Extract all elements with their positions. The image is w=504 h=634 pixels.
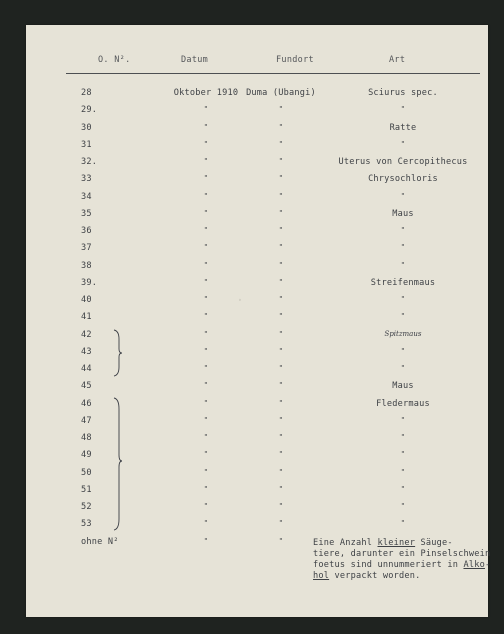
cell-art: Spitzmaus [384,329,422,338]
cell-art: " [400,312,406,321]
cell-fundort: " [278,139,284,148]
cell-nr: 44 [81,364,92,374]
cell-datum: " [203,450,209,459]
cell-art: Streifenmaus [370,277,436,288]
cell-art: " [400,260,406,269]
cell-nr: 48 [81,433,92,443]
document-page [26,25,491,617]
cell-art: " [400,502,406,510]
cell-nr: 28 [81,88,92,98]
cell-nr: 36 [81,226,92,236]
note-line1-b: Säuge- [415,538,453,548]
cell-art: " [400,226,406,234]
cell-datum: Oktober 1910 [173,88,239,98]
cell-nr: 41 [81,312,92,323]
cell-art: " [400,364,406,372]
header-rule [66,73,480,74]
header-nr: O. N². [98,55,131,65]
cell-datum: " [203,277,209,286]
note-line3-b: - [484,560,491,570]
cell-fundort: " [278,122,284,131]
cell-fundort: " [278,312,284,321]
faint-mark: ◦ [238,297,242,304]
cell-art: Maus [392,381,414,392]
cell-datum: " [203,243,209,252]
cell-fundort: " [278,484,284,493]
cell-fundort: Duma (Ubangi) [246,88,316,98]
cell-art: " [400,243,406,252]
header-art: Art [389,55,406,65]
cell-fundort: " [278,346,284,355]
cell-datum: " [203,381,209,390]
cell-datum: " [203,329,209,338]
note-line4-b: verpackt worden. [329,571,421,581]
cell-datum: " [203,536,209,545]
cell-fundort: " [278,226,284,234]
brace-46-53 [112,397,124,531]
cell-nr: 49 [81,450,92,461]
cell-art: " [400,139,406,148]
note-block [313,538,490,582]
cell-datum: " [203,174,209,183]
cell-art: " [400,295,406,303]
cell-nr: 38 [81,260,92,271]
cell-datum: " [203,295,209,303]
cell-art: " [400,519,406,528]
note-line3-a: foetus sind unnummeriert in [313,560,464,570]
cell-fundort: " [278,191,284,200]
cell-fundort: " [278,105,284,114]
cell-datum: " [203,346,209,355]
cell-art: Ratte [389,122,417,133]
cell-nr: 34 [81,191,92,202]
cell-datum: " [203,415,209,424]
cell-datum: " [203,122,209,131]
cell-nr: 53 [81,519,92,530]
cell-nr: ohne N² [81,536,119,547]
cell-datum: " [203,260,209,269]
cell-nr: 39. [81,277,98,288]
cell-art: " [400,346,406,355]
cell-datum: " [203,105,209,114]
cell-fundort: " [278,467,284,476]
cell-nr: 37 [81,243,92,254]
cell-fundort: " [278,502,284,510]
cell-fundort: " [278,364,284,372]
cell-datum: " [203,312,209,321]
cell-fundort: " [278,208,284,217]
cell-art: " [400,191,406,200]
cell-fundort: " [278,415,284,424]
cell-fundort: " [278,433,284,441]
cell-art: Maus [392,208,414,219]
cell-nr: 45 [81,381,92,392]
header-datum: Datum [181,55,209,65]
cell-art: " [400,450,406,459]
cell-nr: 47 [81,415,92,426]
cell-art: " [400,433,406,441]
cell-fundort: " [278,243,284,252]
cell-nr: 51 [81,484,92,495]
cell-datum: " [203,398,209,407]
cell-datum: " [203,484,209,493]
cell-datum: " [203,208,209,217]
note-line4-underlined: hol [313,571,330,581]
cell-fundort: " [278,381,284,390]
cell-fundort: " [278,536,284,545]
cell-datum: " [203,226,209,234]
cell-nr: 32. [81,157,98,167]
cell-datum: " [203,433,209,441]
cell-art: " [400,484,406,493]
cell-art: " [400,105,406,114]
header-fundort: Fundort [276,55,314,65]
cell-nr: 42 [81,329,92,340]
note-line3-underlined: Alko [463,560,485,570]
cell-nr: 52 [81,502,92,512]
cell-datum: " [203,467,209,476]
cell-fundort: " [278,157,284,165]
cell-fundort: " [278,329,284,338]
cell-art: " [400,467,406,476]
cell-datum: " [203,519,209,528]
cell-datum: " [203,502,209,510]
cell-fundort: " [278,174,284,183]
cell-nr: 29. [81,105,98,116]
note-line2: tiere, darunter ein Pinselschwein [313,549,491,559]
cell-art: Fledermaus [376,398,430,409]
cell-art: Sciurus spec. [368,88,438,98]
cell-fundort: " [278,519,284,528]
cell-datum: " [203,191,209,200]
cell-nr: 31 [81,139,92,150]
cell-fundort: " [278,450,284,459]
cell-nr: 46 [81,398,92,409]
note-line1-underlined: kleiner [377,538,416,548]
cell-datum: " [203,364,209,372]
cell-fundort: " [278,398,284,407]
cell-fundort: " [278,260,284,269]
cell-fundort: " [278,277,284,286]
cell-nr: 40 [81,295,92,305]
note-line1-a: Eine Anzahl [313,538,378,548]
cell-nr: 33 [81,174,92,185]
cell-nr: 43 [81,346,92,357]
cell-art: " [400,415,406,424]
cell-nr: 30 [81,122,92,133]
cell-nr: 50 [81,467,92,478]
cell-art: Chrysochloris [368,174,438,185]
cell-datum: " [203,157,209,165]
cell-datum: " [203,139,209,148]
cell-nr: 35 [81,208,92,219]
brace-42-44 [112,329,124,377]
cell-fundort: " [278,295,284,303]
cell-art: Uterus von Cercopithecus [338,157,468,167]
